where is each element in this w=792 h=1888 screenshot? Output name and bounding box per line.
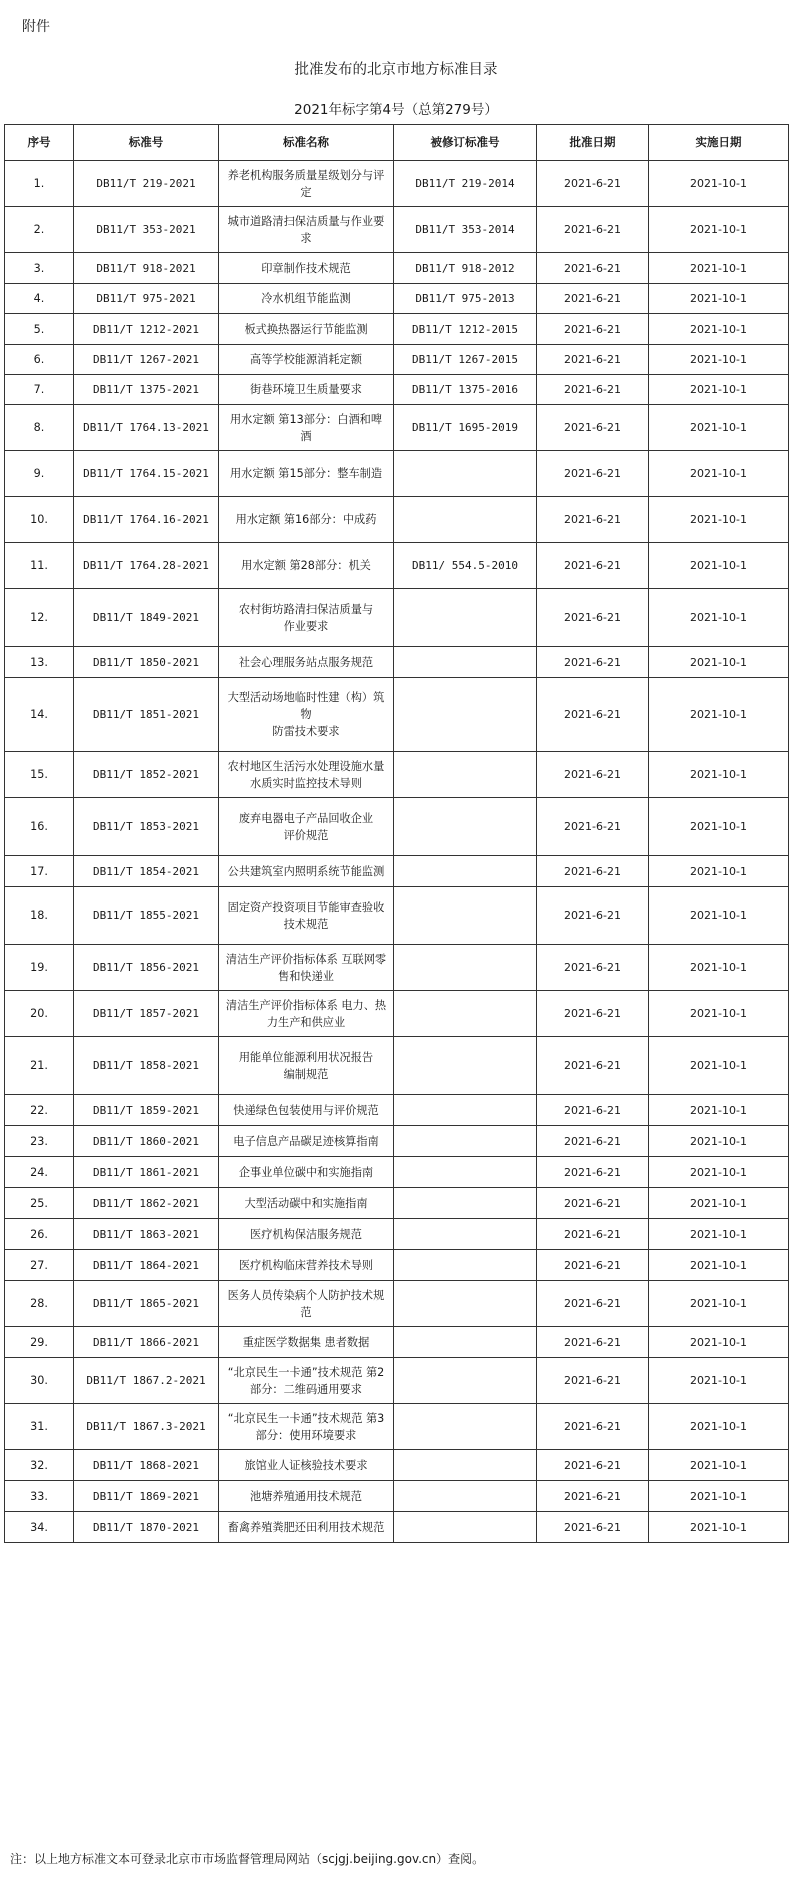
cell-name: 固定资产投资项目节能审查验收 技术规范	[219, 887, 394, 945]
cell-name: 池塘养殖通用技术规范	[219, 1481, 394, 1512]
cell-approved: 2021-6-21	[537, 1512, 649, 1543]
cell-approved: 2021-6-21	[537, 375, 649, 405]
cell-effective: 2021-10-1	[649, 375, 789, 405]
cell-replaces	[394, 1281, 537, 1327]
cell-replaces	[394, 945, 537, 991]
cell-code: DB11/T 1851-2021	[74, 678, 219, 752]
footnote: 注：以上地方标准文本可登录北京市市场监督管理局网站（scjgj.beijing.gov.cn）查阅。	[10, 1852, 485, 1866]
cell-approved: 2021-6-21	[537, 1450, 649, 1481]
cell-effective: 2021-10-1	[649, 1126, 789, 1157]
cell-name: “北京民生一卡通”技术规范 第3部分：使用环境要求	[219, 1404, 394, 1450]
cell-effective: 2021-10-1	[649, 856, 789, 887]
cell-name: 企事业单位碳中和实施指南	[219, 1157, 394, 1188]
cell-name: 印章制作技术规范	[219, 253, 394, 284]
cell-seq: 15.	[5, 752, 74, 798]
cell-approved: 2021-6-21	[537, 1126, 649, 1157]
table-row	[5, 589, 789, 647]
cell-code: DB11/T 1869-2021	[74, 1481, 219, 1512]
cell-name: 高等学校能源消耗定额	[219, 345, 394, 375]
cell-seq: 11.	[5, 543, 74, 589]
cell-name: 废弃电器电子产品回收企业 评价规范	[219, 798, 394, 856]
cell-seq: 8.	[5, 405, 74, 451]
table-row	[5, 1219, 789, 1250]
cell-approved: 2021-6-21	[537, 991, 649, 1037]
cell-code: DB11/T 1849-2021	[74, 589, 219, 647]
table-row	[5, 856, 789, 887]
cell-name: “北京民生一卡通”技术规范 第2部分：二维码通用要求	[219, 1358, 394, 1404]
cell-name: 快递绿色包装使用与评价规范	[219, 1095, 394, 1126]
cell-code: DB11/T 1856-2021	[74, 945, 219, 991]
cell-approved: 2021-6-21	[537, 1250, 649, 1281]
table-row	[5, 1327, 789, 1358]
cell-approved: 2021-6-21	[537, 1037, 649, 1095]
cell-seq: 12.	[5, 589, 74, 647]
cell-replaces	[394, 497, 537, 543]
cell-seq: 7.	[5, 375, 74, 405]
cell-seq: 30.	[5, 1358, 74, 1404]
cell-replaces: DB11/T 918-2012	[394, 253, 537, 284]
column-header-seq: 序号	[5, 125, 74, 161]
cell-effective: 2021-10-1	[649, 1512, 789, 1543]
table-row	[5, 1450, 789, 1481]
cell-seq: 27.	[5, 1250, 74, 1281]
cell-approved: 2021-6-21	[537, 1281, 649, 1327]
cell-code: DB11/T 1858-2021	[74, 1037, 219, 1095]
table-row	[5, 253, 789, 284]
cell-code: DB11/T 353-2021	[74, 207, 219, 253]
cell-effective: 2021-10-1	[649, 497, 789, 543]
cell-effective: 2021-10-1	[649, 1219, 789, 1250]
cell-code: DB11/T 1862-2021	[74, 1188, 219, 1219]
cell-replaces	[394, 1327, 537, 1358]
cell-seq: 20.	[5, 991, 74, 1037]
table-row	[5, 1126, 789, 1157]
cell-replaces: DB11/T 975-2013	[394, 284, 537, 314]
cell-seq: 34.	[5, 1512, 74, 1543]
cell-seq: 19.	[5, 945, 74, 991]
cell-effective: 2021-10-1	[649, 284, 789, 314]
cell-replaces	[394, 1450, 537, 1481]
table-body	[5, 161, 789, 1543]
cell-replaces: DB11/T 1375-2016	[394, 375, 537, 405]
cell-effective: 2021-10-1	[649, 589, 789, 647]
table-row	[5, 497, 789, 543]
cell-name: 用能单位能源利用状况报告 编制规范	[219, 1037, 394, 1095]
cell-seq: 28.	[5, 1281, 74, 1327]
cell-replaces	[394, 1037, 537, 1095]
cell-replaces: DB11/T 1695-2019	[394, 405, 537, 451]
cell-approved: 2021-6-21	[537, 1188, 649, 1219]
cell-seq: 23.	[5, 1126, 74, 1157]
cell-seq: 33.	[5, 1481, 74, 1512]
cell-code: DB11/T 1864-2021	[74, 1250, 219, 1281]
cell-approved: 2021-6-21	[537, 1219, 649, 1250]
table-row	[5, 678, 789, 752]
table-row	[5, 1157, 789, 1188]
cell-replaces	[394, 887, 537, 945]
cell-seq: 4.	[5, 284, 74, 314]
cell-approved: 2021-6-21	[537, 752, 649, 798]
cell-name: 城市道路清扫保洁质量与作业要求	[219, 207, 394, 253]
cell-replaces	[394, 1157, 537, 1188]
cell-name: 农村地区生活污水处理设施水量水质实时监控技术导则	[219, 752, 394, 798]
cell-seq: 29.	[5, 1327, 74, 1358]
table-row	[5, 1404, 789, 1450]
table-row	[5, 1188, 789, 1219]
cell-code: DB11/T 918-2021	[74, 253, 219, 284]
cell-effective: 2021-10-1	[649, 1281, 789, 1327]
cell-seq: 31.	[5, 1404, 74, 1450]
cell-code: DB11/T 1764.28-2021	[74, 543, 219, 589]
cell-name: 旅馆业人证核验技术要求	[219, 1450, 394, 1481]
cell-effective: 2021-10-1	[649, 543, 789, 589]
attachment-label: 附件	[22, 19, 50, 35]
table-row	[5, 1095, 789, 1126]
document-subtitle: 2021年标字第4号（总第279号）	[294, 102, 498, 118]
cell-name: 医务人员传染病个人防护技术规范	[219, 1281, 394, 1327]
cell-name: 医疗机构保洁服务规范	[219, 1219, 394, 1250]
table-row	[5, 1481, 789, 1512]
cell-code: DB11/T 1854-2021	[74, 856, 219, 887]
cell-code: DB11/T 1866-2021	[74, 1327, 219, 1358]
cell-effective: 2021-10-1	[649, 1037, 789, 1095]
cell-approved: 2021-6-21	[537, 1404, 649, 1450]
cell-replaces	[394, 1358, 537, 1404]
cell-code: DB11/T 975-2021	[74, 284, 219, 314]
cell-code: DB11/T 1764.15-2021	[74, 451, 219, 497]
cell-effective: 2021-10-1	[649, 945, 789, 991]
table-row	[5, 887, 789, 945]
cell-effective: 2021-10-1	[649, 1250, 789, 1281]
cell-name: 电子信息产品碳足迹核算指南	[219, 1126, 394, 1157]
cell-approved: 2021-6-21	[537, 1327, 649, 1358]
document-title: 批准发布的北京市地方标准目录	[294, 62, 498, 78]
cell-replaces	[394, 1126, 537, 1157]
cell-approved: 2021-6-21	[537, 887, 649, 945]
cell-code: DB11/T 1857-2021	[74, 991, 219, 1037]
cell-effective: 2021-10-1	[649, 1157, 789, 1188]
cell-approved: 2021-6-21	[537, 678, 649, 752]
cell-approved: 2021-6-21	[537, 798, 649, 856]
table-row	[5, 1281, 789, 1327]
cell-replaces	[394, 991, 537, 1037]
cell-effective: 2021-10-1	[649, 752, 789, 798]
cell-seq: 24.	[5, 1157, 74, 1188]
cell-replaces: DB11/ 554.5-2010	[394, 543, 537, 589]
cell-code: DB11/T 1852-2021	[74, 752, 219, 798]
table-header-row	[5, 125, 789, 161]
table-row	[5, 451, 789, 497]
column-header-name: 标准名称	[219, 125, 394, 161]
cell-code: DB11/T 1865-2021	[74, 1281, 219, 1327]
cell-effective: 2021-10-1	[649, 345, 789, 375]
column-header-effective: 实施日期	[649, 125, 789, 161]
cell-name: 畜禽养殖粪肥还田利用技术规范	[219, 1512, 394, 1543]
cell-approved: 2021-6-21	[537, 1157, 649, 1188]
cell-seq: 26.	[5, 1219, 74, 1250]
table-row	[5, 1512, 789, 1543]
cell-replaces	[394, 647, 537, 678]
cell-approved: 2021-6-21	[537, 451, 649, 497]
cell-name: 用水定额 第15部分：整车制造	[219, 451, 394, 497]
column-header-replaces: 被修订标准号	[394, 125, 537, 161]
cell-replaces: DB11/T 1267-2015	[394, 345, 537, 375]
table-row	[5, 314, 789, 345]
cell-approved: 2021-6-21	[537, 405, 649, 451]
cell-replaces	[394, 678, 537, 752]
cell-code: DB11/T 1861-2021	[74, 1157, 219, 1188]
table-row	[5, 752, 789, 798]
cell-effective: 2021-10-1	[649, 1327, 789, 1358]
table-row	[5, 161, 789, 207]
cell-seq: 13.	[5, 647, 74, 678]
cell-name: 大型活动场地临时性建（构）筑物 防雷技术要求	[219, 678, 394, 752]
cell-replaces: DB11/T 219-2014	[394, 161, 537, 207]
cell-approved: 2021-6-21	[537, 589, 649, 647]
table-row	[5, 405, 789, 451]
cell-approved: 2021-6-21	[537, 207, 649, 253]
cell-name: 街巷环境卫生质量要求	[219, 375, 394, 405]
cell-approved: 2021-6-21	[537, 1358, 649, 1404]
cell-code: DB11/T 1867.2-2021	[74, 1358, 219, 1404]
cell-effective: 2021-10-1	[649, 405, 789, 451]
cell-approved: 2021-6-21	[537, 647, 649, 678]
cell-effective: 2021-10-1	[649, 798, 789, 856]
table-row	[5, 1037, 789, 1095]
cell-code: DB11/T 1860-2021	[74, 1126, 219, 1157]
cell-name: 公共建筑室内照明系统节能监测	[219, 856, 394, 887]
cell-seq: 3.	[5, 253, 74, 284]
cell-approved: 2021-6-21	[537, 497, 649, 543]
table-row	[5, 1358, 789, 1404]
table-row	[5, 207, 789, 253]
cell-code: DB11/T 1267-2021	[74, 345, 219, 375]
cell-name: 板式换热器运行节能监测	[219, 314, 394, 345]
cell-approved: 2021-6-21	[537, 1095, 649, 1126]
cell-name: 医疗机构临床营养技术导则	[219, 1250, 394, 1281]
cell-effective: 2021-10-1	[649, 314, 789, 345]
cell-effective: 2021-10-1	[649, 991, 789, 1037]
cell-code: DB11/T 1859-2021	[74, 1095, 219, 1126]
cell-effective: 2021-10-1	[649, 647, 789, 678]
table-row	[5, 647, 789, 678]
cell-seq: 14.	[5, 678, 74, 752]
cell-effective: 2021-10-1	[649, 1404, 789, 1450]
cell-effective: 2021-10-1	[649, 1450, 789, 1481]
cell-approved: 2021-6-21	[537, 314, 649, 345]
cell-replaces	[394, 856, 537, 887]
table-row	[5, 1250, 789, 1281]
cell-code: DB11/T 1867.3-2021	[74, 1404, 219, 1450]
cell-name: 用水定额 第13部分：白酒和啤酒	[219, 405, 394, 451]
cell-seq: 1.	[5, 161, 74, 207]
cell-code: DB11/T 1764.16-2021	[74, 497, 219, 543]
cell-approved: 2021-6-21	[537, 345, 649, 375]
cell-approved: 2021-6-21	[537, 253, 649, 284]
table-row	[5, 284, 789, 314]
cell-replaces	[394, 1404, 537, 1450]
cell-effective: 2021-10-1	[649, 451, 789, 497]
table-row	[5, 991, 789, 1037]
cell-code: DB11/T 1868-2021	[74, 1450, 219, 1481]
cell-approved: 2021-6-21	[537, 543, 649, 589]
cell-name: 重症医学数据集 患者数据	[219, 1327, 394, 1358]
cell-approved: 2021-6-21	[537, 945, 649, 991]
cell-replaces	[394, 1095, 537, 1126]
cell-name: 清洁生产评价指标体系 互联网零售和快递业	[219, 945, 394, 991]
cell-seq: 22.	[5, 1095, 74, 1126]
cell-code: DB11/T 1863-2021	[74, 1219, 219, 1250]
cell-name: 清洁生产评价指标体系 电力、热力生产和供应业	[219, 991, 394, 1037]
cell-seq: 9.	[5, 451, 74, 497]
cell-seq: 6.	[5, 345, 74, 375]
table-row	[5, 543, 789, 589]
cell-effective: 2021-10-1	[649, 207, 789, 253]
cell-effective: 2021-10-1	[649, 161, 789, 207]
cell-name: 用水定额 第28部分：机关	[219, 543, 394, 589]
cell-replaces	[394, 1188, 537, 1219]
cell-code: DB11/T 1853-2021	[74, 798, 219, 856]
cell-replaces	[394, 1481, 537, 1512]
cell-replaces	[394, 1512, 537, 1543]
cell-effective: 2021-10-1	[649, 1095, 789, 1126]
cell-name: 用水定额 第16部分：中成药	[219, 497, 394, 543]
cell-effective: 2021-10-1	[649, 887, 789, 945]
cell-effective: 2021-10-1	[649, 1188, 789, 1219]
cell-code: DB11/T 219-2021	[74, 161, 219, 207]
cell-name: 养老机构服务质量星级划分与评定	[219, 161, 394, 207]
cell-replaces	[394, 1250, 537, 1281]
cell-effective: 2021-10-1	[649, 678, 789, 752]
cell-approved: 2021-6-21	[537, 284, 649, 314]
table-row	[5, 375, 789, 405]
cell-seq: 17.	[5, 856, 74, 887]
cell-replaces: DB11/T 1212-2015	[394, 314, 537, 345]
cell-name: 冷水机组节能监测	[219, 284, 394, 314]
column-header-approved: 批准日期	[537, 125, 649, 161]
cell-approved: 2021-6-21	[537, 161, 649, 207]
cell-approved: 2021-6-21	[537, 856, 649, 887]
cell-seq: 18.	[5, 887, 74, 945]
cell-code: DB11/T 1855-2021	[74, 887, 219, 945]
cell-seq: 10.	[5, 497, 74, 543]
column-header-code: 标准号	[74, 125, 219, 161]
cell-replaces	[394, 752, 537, 798]
table-row	[5, 345, 789, 375]
cell-effective: 2021-10-1	[649, 1358, 789, 1404]
cell-replaces	[394, 798, 537, 856]
cell-name: 农村街坊路清扫保洁质量与 作业要求	[219, 589, 394, 647]
cell-seq: 2.	[5, 207, 74, 253]
cell-name: 大型活动碳中和实施指南	[219, 1188, 394, 1219]
cell-replaces	[394, 1219, 537, 1250]
table-row	[5, 945, 789, 991]
cell-name: 社会心理服务站点服务规范	[219, 647, 394, 678]
cell-seq: 32.	[5, 1450, 74, 1481]
cell-code: DB11/T 1375-2021	[74, 375, 219, 405]
cell-seq: 21.	[5, 1037, 74, 1095]
table-row	[5, 798, 789, 856]
cell-seq: 16.	[5, 798, 74, 856]
cell-replaces	[394, 589, 537, 647]
cell-approved: 2021-6-21	[537, 1481, 649, 1512]
cell-replaces: DB11/T 353-2014	[394, 207, 537, 253]
cell-seq: 5.	[5, 314, 74, 345]
cell-effective: 2021-10-1	[649, 253, 789, 284]
cell-code: DB11/T 1850-2021	[74, 647, 219, 678]
cell-code: DB11/T 1212-2021	[74, 314, 219, 345]
cell-code: DB11/T 1870-2021	[74, 1512, 219, 1543]
cell-seq: 25.	[5, 1188, 74, 1219]
cell-code: DB11/T 1764.13-2021	[74, 405, 219, 451]
cell-effective: 2021-10-1	[649, 1481, 789, 1512]
cell-replaces	[394, 451, 537, 497]
standards-table	[4, 124, 789, 1543]
